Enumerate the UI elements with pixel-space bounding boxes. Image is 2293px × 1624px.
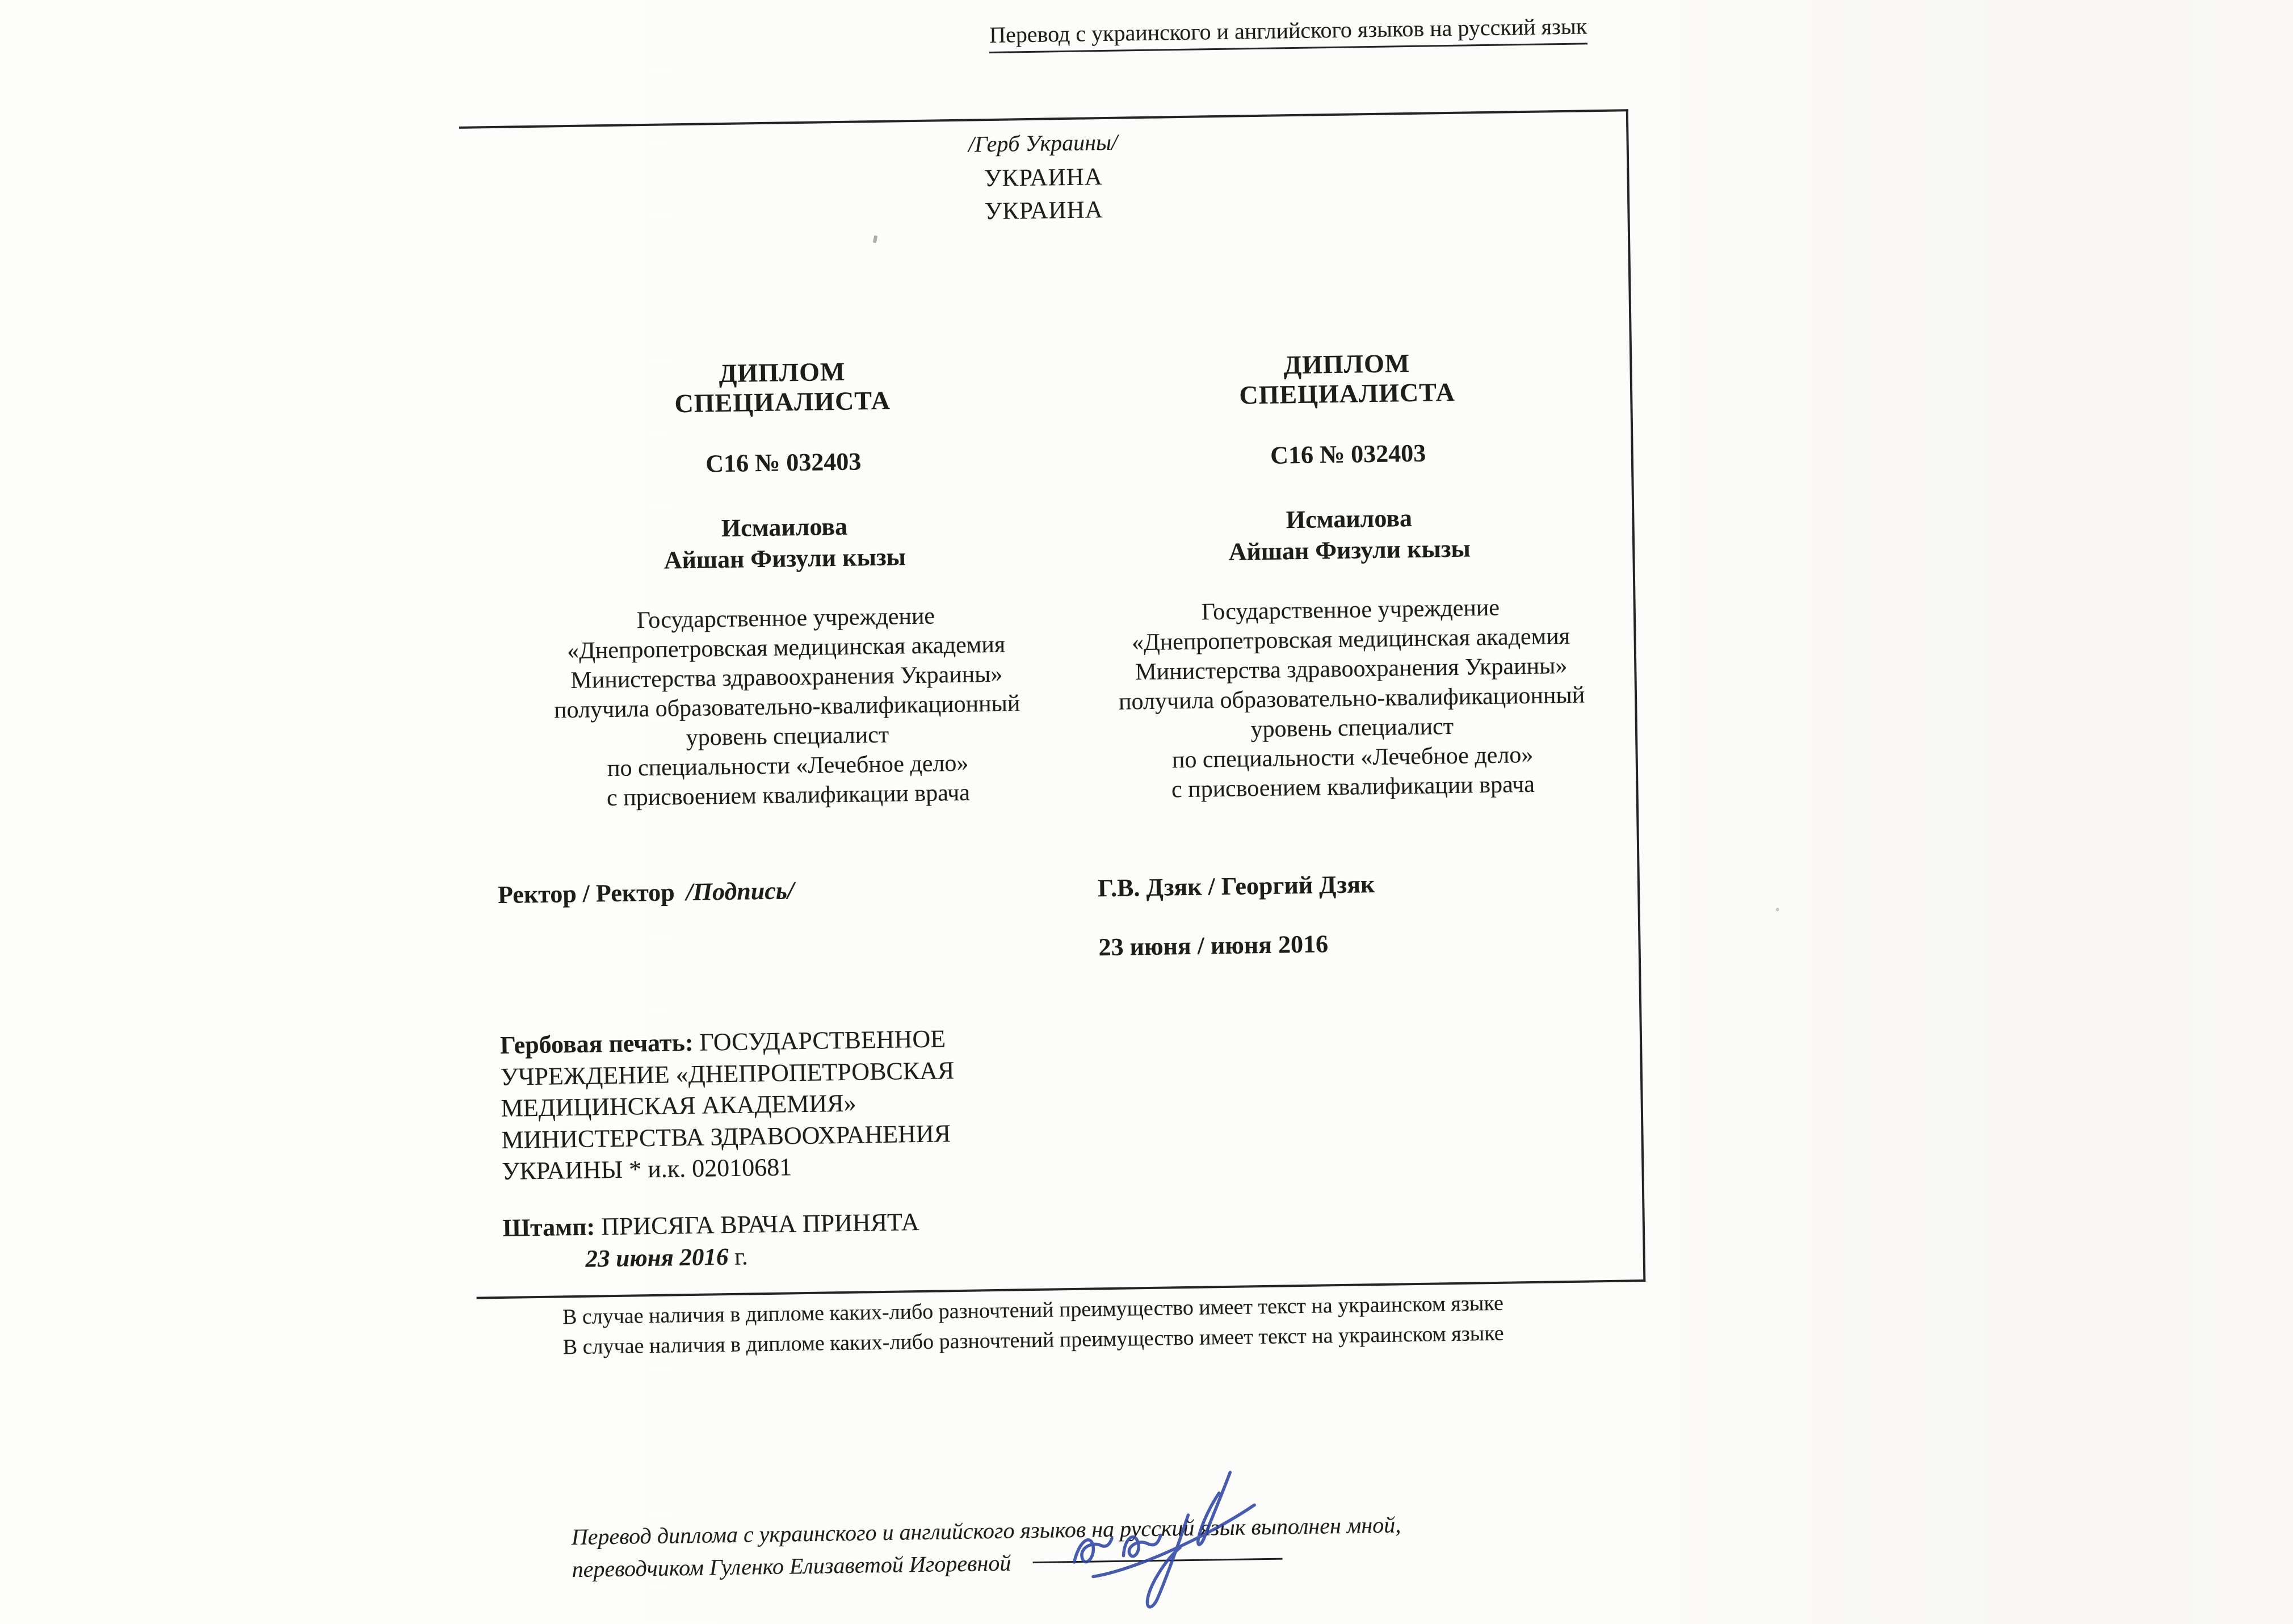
body-line: по специальности «Лечебное дело» xyxy=(607,750,969,782)
stamp-date-line xyxy=(585,1239,983,1273)
coat-of-arms-note: /Герб Украины/ xyxy=(968,129,1118,157)
diploma-title-line-2: СПЕЦИАЛИСТА xyxy=(674,385,891,418)
country-line-1: УКРАИНА xyxy=(984,163,1103,192)
seal-line-3: МЕДИЦИНСКАЯ АКАДЕМИЯ» xyxy=(501,1089,856,1122)
rector-label: Ректор / Ректор xyxy=(497,878,675,909)
body-line: «Днепропетровская медицинская академия xyxy=(566,631,1006,665)
rector-name: Г.В. Дзяк / Георгий Дзяк xyxy=(1097,870,1375,903)
diploma-column-left xyxy=(507,120,1060,866)
stamp-description-line xyxy=(502,1206,1019,1243)
seal-line-5: УКРАИНЫ * и.к. 02010681 xyxy=(501,1153,792,1185)
diploma-title-line-1: ДИПЛОМ xyxy=(719,356,846,388)
stamp-date-suffix: г. xyxy=(734,1243,749,1270)
body-line: с присвоением квалификации врача xyxy=(606,779,971,812)
translation-direction-header xyxy=(925,12,1652,54)
body-line: Министерства здравоохранения Украины» xyxy=(1135,652,1568,686)
body-line: Министерства здравоохранения Украины» xyxy=(570,661,1003,694)
diploma-title-line-1: ДИПЛОМ xyxy=(1283,349,1410,380)
holder-surname: Исмаилова xyxy=(721,512,848,543)
seal-label: Гербовая печать: xyxy=(499,1028,694,1059)
diploma-number: С16 № 032403 xyxy=(1270,439,1426,469)
body-line: получила образовательно-квалификационный xyxy=(553,690,1020,724)
body-line: по специальности «Лечебное дело» xyxy=(1171,741,1534,774)
scan-speck xyxy=(1776,908,1779,911)
diploma-title xyxy=(511,354,1053,421)
diploma-holder-name xyxy=(513,507,1056,578)
country-line-2: УКРАИНА xyxy=(984,196,1103,225)
stamp-date: 23 июня 2016 xyxy=(585,1244,729,1273)
seal-line-4: МИНИСТЕРСТВА ЗДРАВООХРАНЕНИЯ xyxy=(501,1119,951,1154)
seal-description-block xyxy=(500,1022,1019,1187)
body-line: уровень специалист xyxy=(1250,713,1454,743)
diploma-number: С16 № 032403 xyxy=(705,447,862,478)
stamp-label: Штамп: xyxy=(502,1212,595,1242)
translator-signature-ink xyxy=(1059,1462,1272,1613)
seal-line-2: УЧРЕЖДЕНИЕ «ДНЕПРОПЕТРОВСКАЯ xyxy=(500,1056,955,1091)
body-line: Государственное учреждение xyxy=(1201,594,1500,626)
diploma-column-right xyxy=(1072,112,1625,858)
holder-surname: Исмаилова xyxy=(1286,504,1413,534)
translator-statement-line-1: Перевод диплома с украинского и английского языков на русский язык выполнен мной, xyxy=(571,1512,1401,1550)
diploma-title xyxy=(1076,346,1618,413)
diploma-holder-name xyxy=(1078,500,1621,570)
stamp-text: ПРИСЯГА ВРАЧА ПРИНЯТА xyxy=(600,1208,919,1241)
issue-date: 23 июня / июня 2016 xyxy=(1098,930,1329,962)
diploma-translation-box xyxy=(459,109,1645,1299)
signature-placeholder-note: /Подпись/ xyxy=(686,876,795,907)
disclaimer-line-1: В случае наличия в дипломе каких-либо разночтений преимущество имеет текст на украинском языке xyxy=(562,1291,1504,1329)
body-line: получила образовательно-квалификационный xyxy=(1118,682,1585,715)
holder-given-names: Айшан Физули кызы xyxy=(1228,534,1471,566)
signature-strokes xyxy=(1073,1472,1255,1608)
disclaimer-line-2: В случае наличия в дипломе каких-либо разночтений преимущество имеет текст на украинском языке xyxy=(562,1321,1504,1359)
rector-signature-line xyxy=(498,874,1009,909)
diploma-title-line-2: СПЕЦИАЛИСТА xyxy=(1239,377,1456,410)
diploma-body-text xyxy=(515,599,1060,814)
diploma-body-text xyxy=(1079,591,1624,806)
translation-direction-text: Перевод с украинского и английского языков на русский язык xyxy=(989,12,1588,53)
translator-statement-line-2: переводчиком Гуленко Елизаветой Игоревной xyxy=(572,1550,1011,1583)
body-line: с присвоением квалификации врача xyxy=(1171,771,1535,803)
seal-text: ГОСУДАРСТВЕННОЕ xyxy=(699,1025,946,1056)
body-line: Государственное учреждение xyxy=(636,603,935,634)
holder-given-names: Айшан Физули кызы xyxy=(663,543,906,574)
body-line: уровень специалист xyxy=(686,721,889,752)
body-line: «Днепропетровская медицинская академия xyxy=(1131,623,1570,656)
